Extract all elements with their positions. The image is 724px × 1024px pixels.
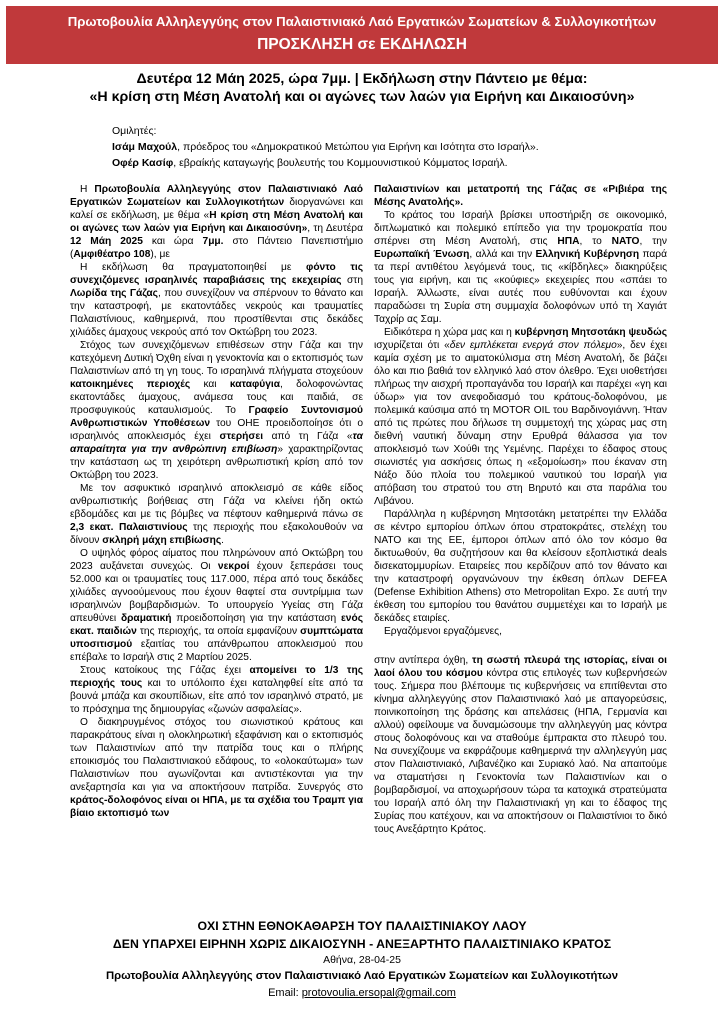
text: κόντρα στις επιλογές των κυβερνήσεών τους. Σήμερα που βλέπουμε τις κυβερνήσεις να επιτίθενται στο κίνημα αλληλεγγύης στον Παλαιστινιακό λαό με απαγορεύσεις, ποινικοποίηση της δράσης και απελάσεις (ΗΠΑ, Γερμανία και αλλού) οφείλουμε να δυναμώσουμε την αλληλεγγύη μας κόντρα στους δολοφόνους και να σταθούμε έμπρακτα στο πλευρό του. Να συνεχίζουμε να εκφράζουμε καθημερινά την αλληλεγγύη μας στον Παλαιστινιακό, Λιβανέζικο και Συριακό λαό. Να απαιτούμε να σταματήσει η Γενοκτονία των Παλαιστινίων και ο βομβαρδισμοί, να αποχωρήσουν τώρα τα κατοχικά στρατεύματα του Ισραήλ από όλη την Παλαιστινιακή γη και το έδαφος της Συρίας που κατέχουν, και να αποκτήσουν οι Παλαιστίνιοι το δικό τους Ανεξάρτητο Κράτος. (374, 668, 670, 835)
text: στην αντίπερα όχθη, (374, 655, 473, 666)
text: », δεν έχει καμία σχέση με το αιματοκύλισμα στη Μέση Ανατολή, δε βάζει όλο και πιο βαθιά τον ελληνικό λαό στον όλεθρο. Έχει υιοθετήσει πλήρως την αισχρή προπαγάνδα του Ισραήλ και παρέχει «γη και ύδωρ» για τον ανεφοδιασμό του κράτους-δολοφόνου, με πολεμικά καύσιμα από τη MOTOR OIL του Βαρδινογιάννη. Ήταν από τις πρώτες που δήλωσε τη συμμετοχή της χώρας μας στη διεθνή ναυτική δύναμη στην Ερυθρά θάλασσα για τον αποκλεισμό των Χούθι της Υεμένης. Παρέχει το έδαφος στους σιωνιστές για ασκήσεις όπως η «εξομοίωση» που έκαναν στη Νάξο δύο πλοία του πολεμικού ναυτικού του Ισραήλ για απόβαση του στρατού του στη Βηρυτό και στα παράλια του Λιβάνου. (374, 340, 670, 507)
text-bold: ΗΠΑ (557, 236, 580, 247)
paragraph-arms-trade (374, 508, 670, 625)
event-heading (6, 70, 718, 106)
text: . (221, 535, 224, 546)
email-link[interactable]: protovoulia.ersopal@gmail.com (301, 987, 456, 999)
speaker-1-name: Ισάμ Μαχούλ (112, 141, 178, 153)
text: εξαιτίας του απάνθρωπου αποκλεισμού που επέβαλε το Ισραήλ στις 2 Μαρτίου 2025. (70, 639, 366, 663)
text: και (190, 379, 230, 390)
text-bold: Γραφείο Συντονισμού Ανθρωπιστικών Υποθέσεων (70, 405, 366, 429)
text: Παράλληλα η κυβέρνηση Μητσοτάκη μετατρέπει την Ελλάδα σε κέντρο εμπορίου όπλων όπου στρατοκράτες, στελέχη του ΝΑΤΟ και της ΕΕ, έμποροι όπλων από όλο τον κόσμο θα δικτυωθούν, θα συζητήσουν και θα κλείσουν εξοπλιστικά deals δισεκατομμυρίων. Εταιρείες που κερδίζουν από τον θάνατο και την καταστροφή οργανώνουν την έκθεση όπλων DEFEA (Defense Exhibition Athens) στο Metropolitan Expo. Σε αυτή την έκθεση του εμπορίου του θανάτου συμμετέχει και το Ισραήλ με δεκάδες εταιρίες. (374, 509, 670, 624)
text-bold: συμπτώματα υποσιτισμού (70, 626, 366, 650)
text: του ΟΗΕ προειδοποίησε ότι ο ισραηλινός αποκλεισμός έχει (70, 418, 366, 442)
text-bold: κυβέρνηση Μητσοτάκη ψευδώς (514, 327, 667, 338)
slogan-2: ΔΕΝ ΥΠΑΡΧΕΙ ΕΙΡΗΝΗ ΧΩΡΙΣ ΔΙΚΑΙΟΣΥΝΗ - ΑΝΕΞΑΡΤΗΤΟ ΠΑΛΑΙΣΤΙΝΙΑΚΟ ΚΡΑΤΟΣ (112, 937, 612, 951)
text: Η (80, 184, 95, 195)
text: , δολοφονώντας εκατοντάδες άμαχους, ανάμεσα τους και παιδιά, σε προσφυγικούς καταυλισμούς. Το (70, 379, 366, 416)
paragraph-background (70, 261, 366, 339)
text: στο Πάντειο Πανεπιστήμιο ( (70, 236, 366, 260)
text: ισχυρίζεται ότι « (374, 327, 670, 351)
text: και ώρα (142, 236, 203, 247)
left-column (70, 183, 366, 853)
text: Στόχος των συνεχιζόμενων επιθέσεων στην Γάζα και την κατεχόμενη Δυτική Όχθη είναι η γενοκτονία και ο εκτοπισμός των Παλαιστινίων από τη γη τους. Το ισραηλινά πλήγματα στοχεύουν (70, 340, 366, 377)
text: , το (579, 236, 612, 247)
text-bold-italic: τα απαραίτητα για την ανθρώπινη επιβίωση (70, 431, 366, 455)
text-bold: Παλαιστινίων και μετατροπή της Γάζας σε «Ριβιέρα της Μέσης Ανατολής». (374, 184, 670, 208)
text: Η εκδήλωση θα πραγματοποιηθεί με (80, 262, 307, 273)
invitation-title: ΠΡΟΣΚΛΗΣΗ σε ΕΚΔΗΛΩΣΗ (257, 36, 467, 53)
event-date-line: Δευτέρα 12 Μάη 2025, ώρα 7μμ. | Εκδήλωση στην Πάντειο με θέμα: (136, 71, 588, 87)
speaker-2-desc: , εβραίκής καταγωγής βουλευτής του Κομμουνιστικού Κόμματος Ισραήλ. (173, 157, 508, 169)
header-banner (6, 6, 718, 64)
text: Ειδικότερα η χώρα μας και η (384, 327, 515, 338)
text: , που συνεχίζουν να σπέρνουν το θάνατο και την καταστροφή, με εκατοντάδες νεκρούς και τραυματίες Παλαιστίνιους, καθημερινά, που προστίθενται στις δεκάδες χιλιάδες άμαχους νεκρούς από τον Οκτώβρη του 2023. (70, 288, 366, 338)
text: από τη Γάζα « (263, 431, 353, 442)
text: της περιοχής που εξακολουθούν να δίνουν (70, 522, 366, 546)
text: Στους κατοίκους της Γάζας έχει (80, 665, 250, 676)
paragraph-support (374, 209, 670, 326)
text: της περιοχής, τα οποία εμφανίζουν (136, 626, 301, 637)
text: στη (341, 275, 366, 286)
text-bold: ενός εκατ. παιδιών (70, 613, 366, 637)
text-bold: Ελληνική Κυβέρνηση (535, 249, 640, 260)
text-bold: Η κρίση στη Μέση Ανατολή και οι αγώνες των λαών για Ειρήνη και Δικαιοσύνη» (70, 210, 366, 234)
right-column-closing (374, 654, 670, 894)
organization-title: Πρωτοβουλία Αλληλεγγύης στον Παλαιστινιακό Λαό Εργατικών Σωματείων & Συλλογικοτήτων (67, 14, 657, 29)
paragraph-greek-government (374, 326, 670, 508)
text-bold: 12 Μάη 2025 (70, 236, 143, 247)
paragraph-target (70, 339, 366, 482)
text: προειδοποίηση για την κατάσταση (171, 613, 341, 624)
text-bold: τη σωστή πλευρά της ιστορίας, είναι οι λαοί όλου του κόσμου (374, 655, 670, 679)
text-bold: κράτος-δολοφόνος είναι οι ΗΠΑ, με τα σχέδια του Τραμπ για βίαιο εκτοπισμό των (70, 795, 366, 819)
text: παρά τα περί αντιθέτου λεγόμενά τους, τις «κίβδηλες» διακηρύξεις τους για ειρήνη, και τις «κούφιες» εκεχειρίες που «σπάει το Ισραήλ. Άλλωστε, είναι αυτές που ευθύνονται και έχουν παραδώσει τη Συρία στη συμμαχία δολοφόνων υπό τη Χαγιάτ Ταχρίρ ας Σαμ. (374, 249, 670, 325)
text-bold: καταφύγια (229, 379, 280, 390)
speakers-label: Ομιλητές: (112, 125, 157, 137)
email-line (6, 985, 718, 1002)
email-label: Email: (268, 987, 302, 999)
paragraph-goal (70, 716, 366, 820)
text: » χαρακτηρίζοντας την κατάσταση ως τη χειρότερη ανθρωπιστική κρίση από τον Οκτώβρη του 2023. (70, 444, 366, 481)
speaker-1-desc: , πρόεδρος του «Δημοκρατικού Μετώπου για Ειρήνη και Ισότητα στο Ισραήλ». (177, 141, 539, 153)
text-bold: δραματική (120, 613, 172, 624)
text-bold: νεκροί (217, 561, 250, 572)
speaker-2-name: Οφέρ Κασίφ (112, 157, 174, 169)
text-italic: δεν εμπλέκεται ενεργά στον πόλεμο (449, 340, 617, 351)
place-date: Αθήνα, 28-04-25 (323, 954, 401, 966)
paragraph-address (374, 625, 667, 638)
text: Εργαζόμενοι εργαζόμενες, (384, 626, 502, 637)
paragraph-call (374, 654, 670, 836)
text-bold: σκληρή μάχη επιβίωσης (102, 535, 222, 546)
text-bold: ΝΑΤΟ (611, 236, 640, 247)
text-bold: Πρωτοβουλία Αλληλεγγύης στον Παλαιστινιακό Λαό Εργατικών Σωματείων και Συλλογικοτήτων (70, 184, 366, 208)
text: έχουν ξεπεράσει τους 52.000 και οι τραυματίες τους 117.000, πέρα από τους δεκάδες χιλιάδες αγνοούμενους που έχουν θαφτεί στα συντρίμμια των ισραηλινών βομβαρδισμών. Το υπουργείο Υγείας στη Γάζα απευθύνει (70, 561, 366, 624)
text: Το κράτος του Ισραήλ βρίσκει υποστήριξη σε οικονομικό, διπλωματικό και πολεμικό επίπεδο για την τρομοκρατία που σπέρνει στη Μέση Ανατολή, στις (374, 210, 670, 247)
text-bold: στερήσει (219, 431, 264, 442)
signature: Πρωτοβουλία Αλληλεγγύης στον Παλαιστινιακό Λαό Εργατικών Σωματείων και Συλλογικοτήτων (106, 970, 618, 982)
paragraph-territory (70, 664, 366, 716)
text-bold: Λωρίδα της Γάζας (70, 288, 158, 299)
slogan-1: ΟΧΙ ΣΤΗΝ ΕΘΝΟΚΑΘΑΡΣΗ ΤΟΥ ΠΑΛΑΙΣΤΙΝΙΑΚΟΥ ΛΑΟΥ (197, 919, 527, 933)
paragraph-blockade (70, 482, 366, 547)
paragraph-intro (70, 183, 366, 261)
text-bold: 7μμ. (202, 236, 224, 247)
text: διοργανώνει και καλεί σε εκδήλωση, με θέμα « (70, 197, 366, 221)
footer (6, 917, 718, 1002)
text: Με τον ασφυκτικό ισραηλινό αποκλεισμό σε κάθε είδος ανθρωπιστικής βοήθειας στη Γάζα να κλείνει ήδη οκτώ εβδομάδες και με τις βόμβες να πέφτουν καθημερινά πάνω σε (70, 483, 366, 520)
speaker-2 (112, 155, 692, 171)
speaker-1 (112, 139, 692, 155)
paragraph-casualties (70, 547, 366, 664)
text-bold: Αμφιθέατρο 108 (73, 249, 151, 260)
text: Ο διακηρυγμένος στόχος του σιωνιστικού κράτους και παρακράτους είναι η ολοκληρωτική εξαφάνιση και ο εκτοπισμός των Παλαιστινίων από την πατρίδα τους και ο πλήρης εποικισμός του Παλαιστινιακού εδάφους, το «ολοκαύτωμα» των Παλαιστινίων που αγωνίζονται και αντιστέκονται για την ανεξαρτησία και για να αποκτήσουν πατρίδα. Συνεργός στο (70, 717, 366, 793)
speakers-block (112, 123, 692, 171)
text: και το υπόλοιπο έχει καταληφθεί είτε από τα βουνά μπάζα και σκουπίδιων, είτε από τον ισραηλινό στρατό, με το πρόσχημα της δημιουργίας «ζωνών ασφαλείας». (70, 678, 366, 715)
right-column (374, 183, 670, 653)
text-bold: φόντο τις συνεχιζόμενες ισραηλινές παραβιάσεις της εκεχειρίας (70, 262, 366, 286)
text: ), με (150, 249, 170, 260)
text (169, 808, 172, 819)
paragraph-continuation (374, 183, 670, 209)
text-bold: κατοικημένες περιοχές (70, 379, 191, 390)
text-bold: απομείνει το 1/3 της περιοχής τους (70, 665, 366, 689)
text-bold: Ευρωπαϊκή Ένωση (374, 249, 470, 260)
event-topic-line: «Η κρίση στη Μέση Ανατολή και οι αγώνες των λαών για Ειρήνη και Δικαιοσύνη» (89, 89, 635, 105)
text: , αλλά και την (469, 249, 536, 260)
text-bold: 2,3 εκατ. Παλαιστινίους (70, 522, 188, 533)
text: , την (639, 236, 670, 247)
text: , τη Δευτέρα (307, 223, 366, 234)
text: Ο υψηλός φόρος αίματος που πληρώνουν από Οκτώβρη του 2023 αυξάνεται συνεχώς. Οι (70, 548, 366, 572)
